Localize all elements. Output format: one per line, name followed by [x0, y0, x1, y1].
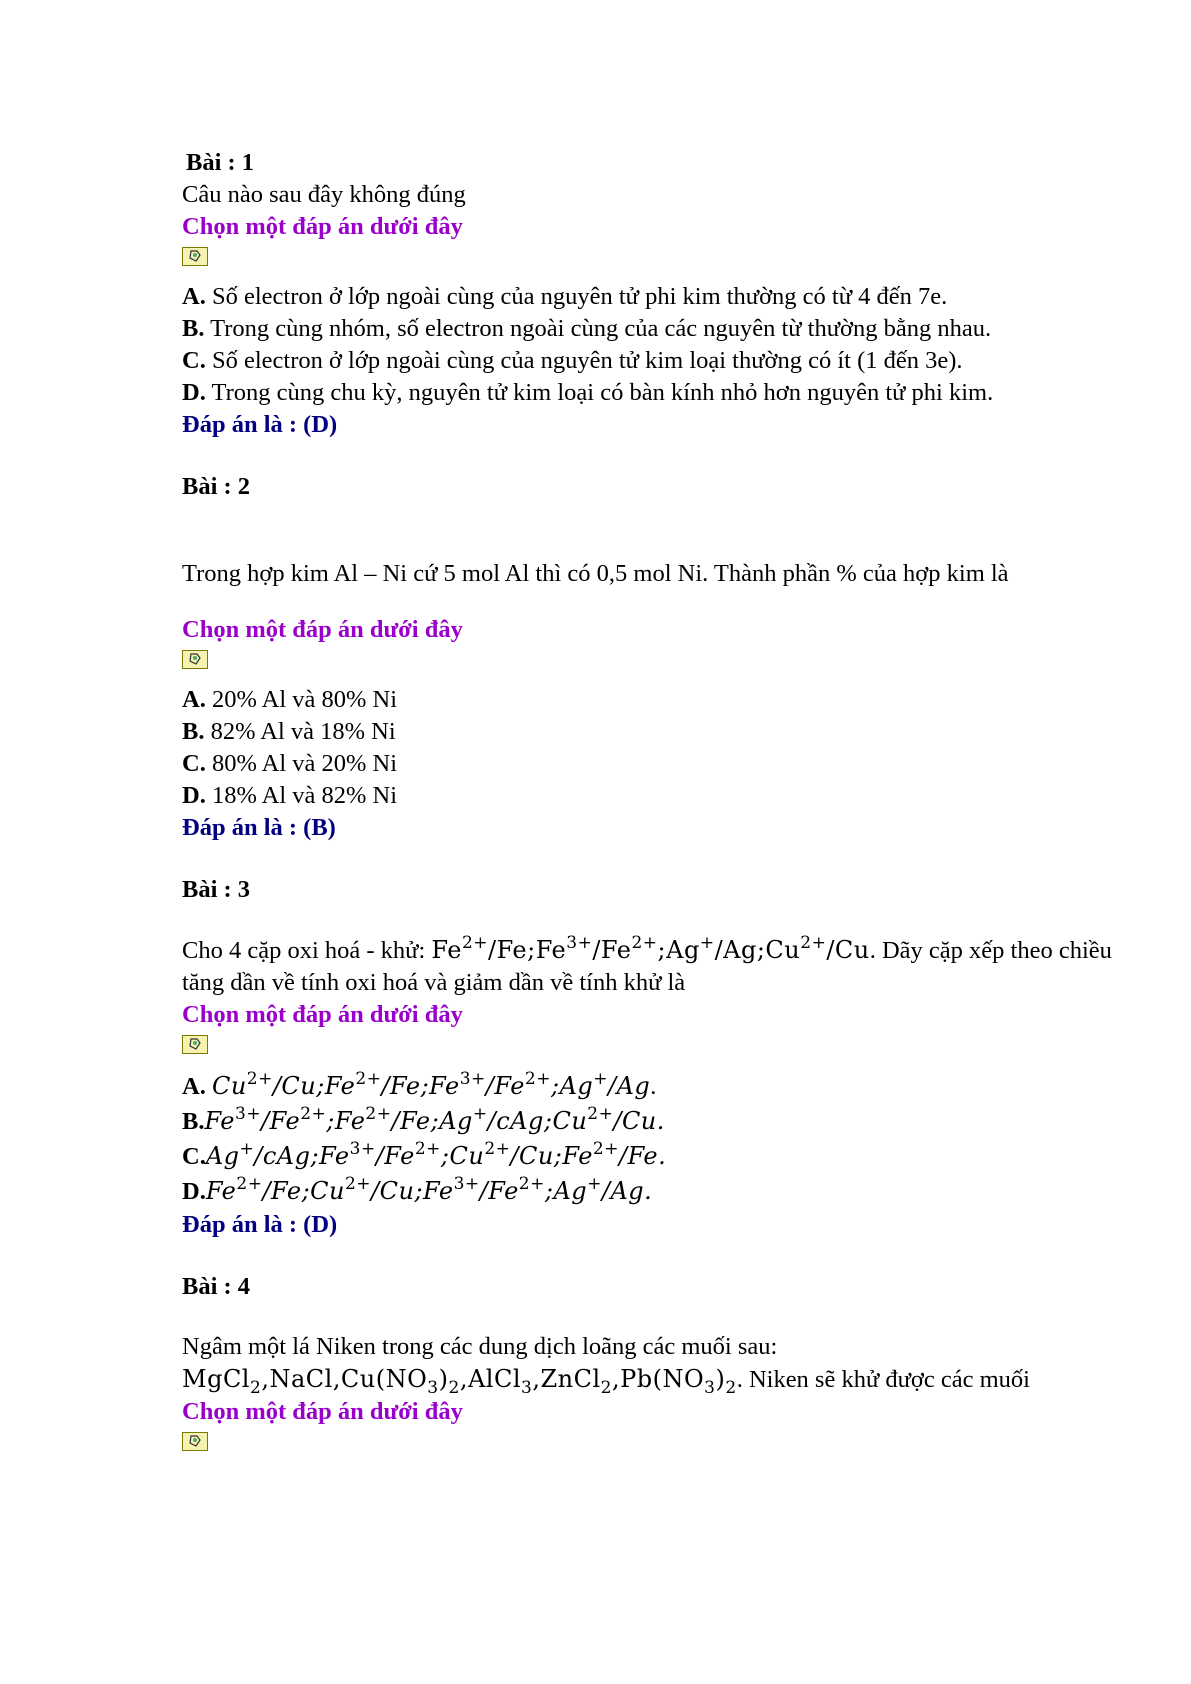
q3-prompt: Chọn một đáp án dưới đây [182, 1001, 463, 1028]
q3-option-a[interactable]: A. $Cu^{2+}/Cu;Fe^{2+}/Fe;Fe^{3+}/Fe^{2+};Ag^+/Ag$. [182, 1069, 657, 1100]
answer-image-icon[interactable] [182, 1432, 208, 1451]
q2-option-d[interactable]: D. 18% Al và 82% Ni [182, 782, 398, 809]
q2-question: Trong hợp kim Al – Ni cứ 5 mol Al thì có 0,5 mol Ni. Thành phần % của hợp kim là [182, 560, 1009, 587]
q2-option-c[interactable]: C. 80% Al và 20% Ni [182, 750, 398, 777]
q4-answer-toggle[interactable] [182, 1428, 1132, 1460]
answer-image-icon[interactable] [182, 1035, 208, 1054]
q2-option-a[interactable]: A. 20% Al và 80% Ni [182, 686, 398, 713]
q1-title: Bài : 1 [186, 149, 255, 176]
q2-answer: Đáp án là : (B) [182, 814, 336, 841]
q3-option-a-formula: $Cu^{2+}/Cu;Fe^{2+}/Fe;Fe^{3+}/Fe^{2+};Ag^+/Ag$ [211, 1069, 651, 1100]
q3-question: Cho 4 cặp oxi hoá - khử: $Fe^{2+}/Fe;Fe^{3+}/Fe^{2+};Ag^+/Ag;Cu^{2+}/Cu$. Dãy cặp xếp theo chiều tăng dần về tính oxi hoá và giảm dần về tính khử là [182, 933, 1112, 996]
quiz-content [182, 147, 1132, 1460]
q1-prompt: Chọn một đáp án dưới đây [182, 213, 463, 240]
q4-salts-formula: $MgCl_2,NaCl,Cu(NO_3)_2,AlCl_3,ZnCl_2,Pb(NO_3)_2$ [182, 1365, 737, 1398]
q3-option-c[interactable]: $C.Ag^+/cAg;Fe^{3+}/Fe^{2+};Cu^{2+}/Cu;Fe^{2+}/Fe$. [182, 1139, 667, 1170]
q4-question: Ngâm một lá Niken trong các dung dịch loãng các muối sau: $MgCl_2,NaCl,Cu(NO_3)_2,AlCl_3,ZnCl_2,Pb(NO_3)_2$. Niken sẽ khử được các muối [182, 1333, 1030, 1398]
q3-option-c-formula: $Ag^+/cAg;Fe^{3+}/Fe^{2+};Cu^{2+}/Cu;Fe^{2+}/Fe$. [205, 1139, 667, 1170]
q1-question: Câu nào sau đây không đúng [182, 181, 466, 208]
q1-option-c[interactable]: C. Số electron ở lớp ngoài cùng của nguyên tử kim loại thường có ít (1 đến 3e). [182, 347, 963, 374]
q3-redox-pairs-formula: $Fe^{2+}/Fe;Fe^{3+}/Fe^{2+};Ag^+/Ag;Cu^{2+}/Cu$ [431, 933, 870, 964]
q2-prompt: Chọn một đáp án dưới đây [182, 616, 463, 643]
q3-option-d-formula: $Fe^{2+}/Fe;Cu^{2+}/Cu;Fe^{3+}/Fe^{2+};Ag^+/Ag$. [205, 1174, 653, 1205]
q1-option-b[interactable]: B. Trong cùng nhóm, số electron ngoài cùng của các nguyên từ thường bằng nhau. [182, 315, 992, 342]
q4-prompt: Chọn một đáp án dưới đây [182, 1398, 463, 1425]
q2-option-b[interactable]: B. 82% Al và 18% Ni [182, 718, 396, 745]
q2-answer-toggle[interactable] [182, 646, 1132, 678]
q4-title: Bài : 4 [182, 1273, 251, 1300]
q1-answer-toggle[interactable] [182, 243, 1132, 275]
q1-option-d[interactable]: D. Trong cùng chu kỳ, nguyên tử kim loại có bàn kính nhỏ hơn nguyên tử phi kim. [182, 379, 994, 406]
q3-answer: Đáp án là : (D) [182, 1211, 338, 1238]
q2-title: Bài : 2 [182, 473, 251, 500]
answer-image-icon[interactable] [182, 650, 208, 669]
q3-answer-toggle[interactable] [182, 1031, 1132, 1063]
answer-image-icon[interactable] [182, 247, 208, 266]
q1-answer: Đáp án là : (D) [182, 411, 338, 438]
q3-title: Bài : 3 [182, 876, 251, 903]
q1-option-a[interactable]: A. Số electron ở lớp ngoài cùng của nguyên tử phi kim thường có từ 4 đến 7e. [182, 283, 948, 310]
q3-option-b[interactable]: $B.Fe^{3+}/Fe^{2+};Fe^{2+}/Fe;Ag^+/cAg;Cu^{2+}/Cu$. [182, 1104, 665, 1135]
q3-option-d[interactable]: $D.Fe^{2+}/Fe;Cu^{2+}/Cu;Fe^{3+}/Fe^{2+};Ag^+/Ag$. [182, 1174, 653, 1205]
q3-option-b-formula: $Fe^{3+}/Fe^{2+};Fe^{2+}/Fe;Ag^+/cAg;Cu^{2+}/Cu$. [204, 1104, 665, 1135]
